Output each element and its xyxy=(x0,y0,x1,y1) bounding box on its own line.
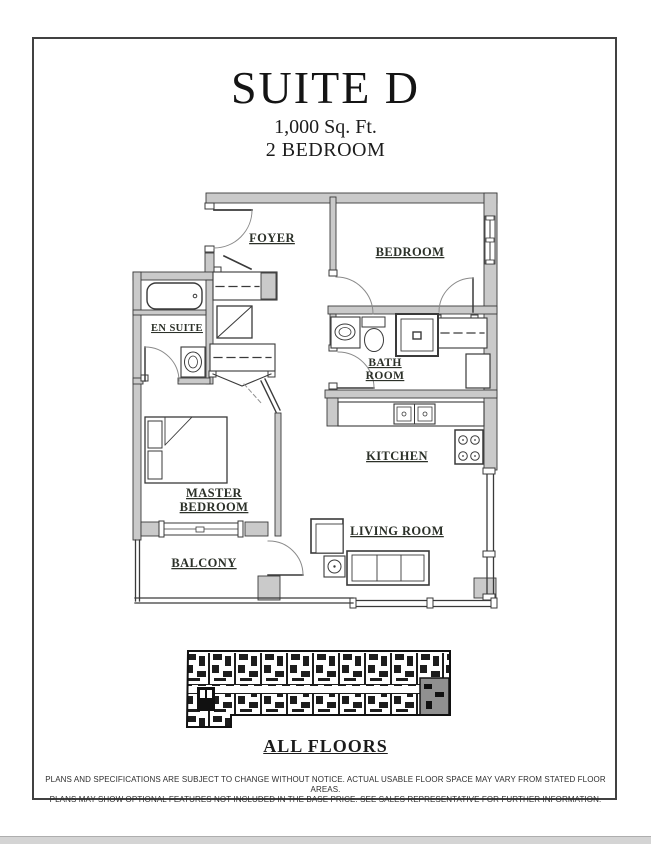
entry-door xyxy=(214,210,252,248)
bedroom-window xyxy=(485,216,495,264)
room-label-bath-2: ROOM xyxy=(365,370,405,382)
disclaimer-line-2: PLANS MAY SHOW OPTIONAL FEATURES NOT INCLUDED IN THE BASE PRICE. SEE SALES REPRESENTATIVE FOR FURTHER INFORMATION. xyxy=(49,795,602,804)
sofa-icon xyxy=(347,551,429,585)
wall-balcony-pillar xyxy=(258,576,280,600)
master-door xyxy=(244,379,280,412)
balcony-door xyxy=(268,541,303,575)
wall-top xyxy=(206,193,497,203)
toilet-icon xyxy=(362,317,385,352)
keyplan-corridor xyxy=(188,684,449,694)
kitchen-sink-icon xyxy=(394,404,435,424)
stove-icon xyxy=(455,430,483,464)
room-label-ensuite: EN SUITE xyxy=(151,323,203,334)
ensuite-sink-icon xyxy=(181,347,205,377)
room-label-master-1: MASTER xyxy=(186,486,242,500)
fridge-icon xyxy=(466,354,490,388)
wall-bath-bottom xyxy=(325,390,497,398)
keyplan-units-top xyxy=(188,653,449,684)
keyplan-label: ALL FLOORS xyxy=(263,736,388,756)
side-table-icon xyxy=(324,556,345,577)
wall-bath-top xyxy=(328,306,497,314)
room-label-master-2: BEDROOM xyxy=(179,500,249,514)
suite-bedrooms: 2 BEDROOM xyxy=(265,139,386,161)
disclaimer-line-1: PLANS AND SPECIFICATIONS ARE SUBJECT TO CHANGE WITHOUT NOTICE. ACTUAL USABLE FLOOR SPACE MAY VARY FROM STATED FLOOR AREAS. xyxy=(45,775,606,794)
suite-title: SUITE D xyxy=(230,62,421,113)
wall-kitchen-stub xyxy=(327,398,338,426)
disclaimer xyxy=(45,775,606,805)
balcony-separator-window xyxy=(159,521,243,537)
foyer-closet-upper xyxy=(213,256,277,300)
wall-separator-block xyxy=(245,522,268,536)
tv-cabinet-icon xyxy=(311,519,343,553)
shower-icon xyxy=(396,314,438,356)
wall-ensuite-bottom-b xyxy=(178,378,210,384)
room-label-kitchen: KITCHEN xyxy=(366,449,428,463)
bottom-bar xyxy=(0,836,651,844)
wall-foyer-bedroom xyxy=(330,197,336,270)
suite-plan xyxy=(133,193,497,608)
suite-area: 1,000 Sq. Ft. xyxy=(274,116,377,138)
bathtub-icon xyxy=(147,283,202,309)
room-labels xyxy=(151,231,444,570)
keyplan-highlight-unit xyxy=(420,678,449,715)
wall-ensuite-mid xyxy=(133,310,206,315)
shower-closet xyxy=(217,306,252,338)
living-bottom-window xyxy=(350,598,497,608)
bath-sink-icon xyxy=(331,317,360,348)
keyplan-extension xyxy=(188,715,230,726)
wall-ensuite-top xyxy=(133,272,213,280)
room-label-foyer: FOYER xyxy=(249,231,295,245)
room-label-bedroom: BEDROOM xyxy=(375,245,445,259)
wall-master-right xyxy=(275,413,281,536)
ensuite-door xyxy=(145,347,179,381)
keyplan-units-bottom xyxy=(188,694,449,715)
room-label-living: LIVING ROOM xyxy=(350,524,444,538)
room-label-bath-1: BATH xyxy=(368,357,402,369)
bedroom-closet xyxy=(438,318,487,348)
keyplan-thumbnail xyxy=(187,651,450,727)
bed-icon xyxy=(145,417,227,483)
keyplan-elevator-core xyxy=(197,687,215,711)
room-label-balcony: BALCONY xyxy=(171,556,237,570)
